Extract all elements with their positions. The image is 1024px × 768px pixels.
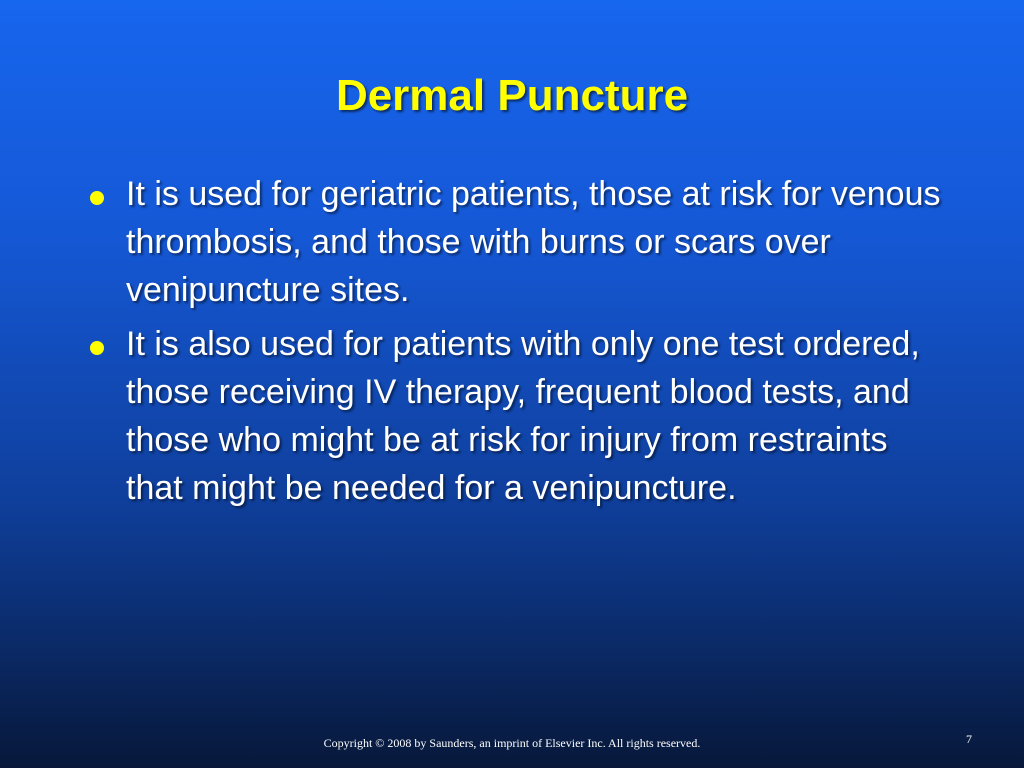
- bullet-dot-icon: [90, 191, 104, 205]
- bullet-dot-icon: [90, 341, 104, 355]
- bullet-list: [84, 170, 944, 518]
- bullet-item: [84, 320, 944, 512]
- bullet-text: It is also used for patients with only one test ordered, those receiving IV therapy, frequent blood tests, and those who might be at risk for injury from restraints that might be needed for a venipuncture.: [126, 325, 920, 507]
- bullet-item: [84, 170, 944, 314]
- slide-title: Dermal Puncture: [335, 71, 689, 120]
- bullet-text: It is used for geriatric patients, those at risk for venous thrombosis, and those with burns or scars over venipuncture sites.: [126, 175, 941, 309]
- page-number: 7: [966, 732, 972, 746]
- copyright-footer: Copyright © 2008 by Saunders, an imprint of Elsevier Inc. All rights reserved.: [323, 736, 701, 750]
